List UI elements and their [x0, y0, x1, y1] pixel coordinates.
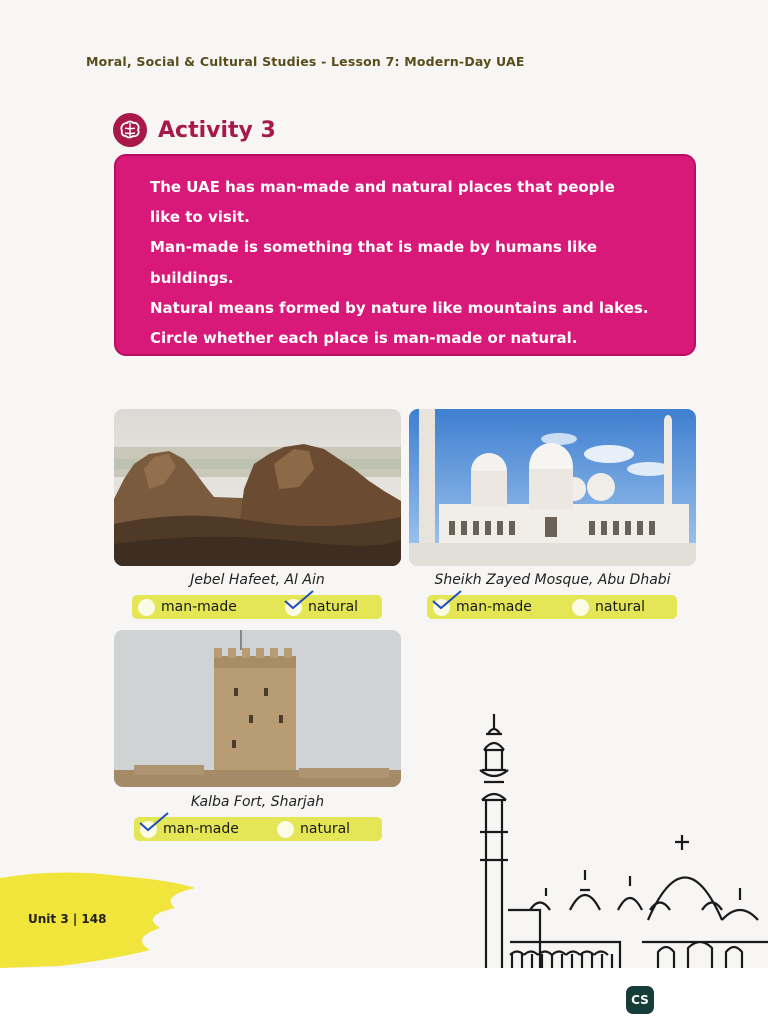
caption-kalba-fort: Kalba Fort, Sharjah — [190, 794, 325, 810]
instruction-line: buildings. — [150, 268, 234, 287]
choice-bar — [134, 817, 382, 841]
instructions-panel — [114, 154, 696, 356]
option-circle[interactable] — [277, 821, 294, 838]
photo-sheikh-zayed-mosque — [409, 409, 696, 566]
instruction-line: Circle whether each place is man-made or natural. — [150, 329, 578, 348]
instruction-line: Natural means formed by nature like mountains and lakes. — [150, 298, 649, 317]
page-header: Moral, Social & Cultural Studies - Lesson 7: Modern-Day UAE — [86, 54, 525, 69]
option-circle[interactable] — [138, 599, 155, 616]
choice-bar — [132, 595, 382, 619]
camscanner-label: CS — [631, 993, 649, 1007]
option-man-made[interactable]: man-made — [138, 595, 237, 619]
option-man-made[interactable]: man-made — [140, 817, 239, 841]
option-natural[interactable]: natural — [277, 817, 350, 841]
option-man-made[interactable]: man-made — [433, 595, 532, 619]
caption-jebel-hafeet: Jebel Hafeet, Al Ain — [190, 572, 325, 588]
instruction-line: The UAE has man-made and natural places that people — [150, 178, 615, 196]
photo-jebel-hafeet — [114, 409, 401, 566]
camscanner-badge — [626, 986, 654, 1014]
separator: | — [72, 912, 82, 926]
instruction-line: Man-made is something that is made by humans like — [150, 238, 598, 257]
option-natural[interactable]: natural — [285, 595, 358, 619]
activity-title: Activity 3 — [158, 117, 276, 143]
checkmark-icon — [282, 587, 316, 611]
checkmark-icon — [137, 809, 171, 833]
option-circle[interactable] — [572, 599, 589, 616]
mosque-line-art — [470, 710, 768, 968]
instruction-line: like to visit. — [150, 208, 250, 227]
option-natural[interactable]: natural — [572, 595, 645, 619]
photo-kalba-fort — [114, 630, 401, 787]
activity-heading — [112, 112, 276, 148]
page-number — [28, 912, 106, 926]
checkmark-icon — [430, 587, 464, 611]
caption-sheikh-zayed-mosque: Sheikh Zayed Mosque, Abu Dhabi — [434, 572, 671, 588]
unit-label: Unit 3 — [28, 912, 69, 926]
page-num: 148 — [81, 912, 107, 926]
brain-icon — [112, 112, 148, 148]
choice-bar — [427, 595, 677, 619]
